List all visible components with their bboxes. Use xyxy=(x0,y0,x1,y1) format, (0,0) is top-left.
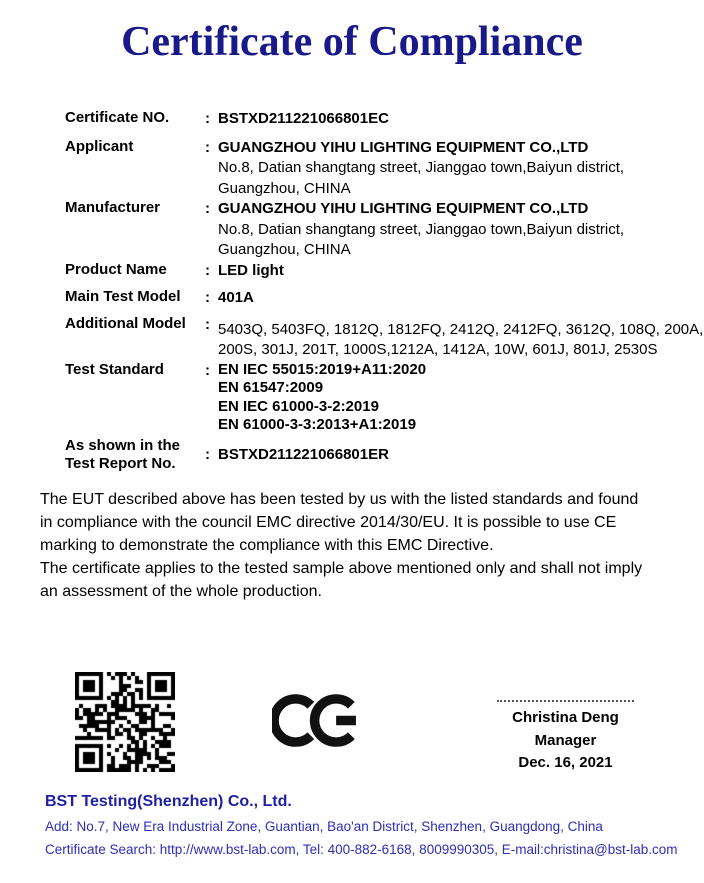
certificate-fields xyxy=(65,109,704,474)
footer-company-name: BST Testing(Shenzhen) Co., Ltd. xyxy=(45,793,292,810)
statement-line: an assessment of the whole production. xyxy=(40,582,322,600)
test-standard-line: EN IEC 61000-3-2:2019 xyxy=(218,397,379,415)
manufacturer-name: GUANGZHOU YIHU LIGHTING EQUIPMENT CO.,LTD xyxy=(218,200,589,218)
field-main-test-model xyxy=(65,288,704,309)
manufacturer-address-line: No.8, Datian shangtang street, Jianggao town,Baiyun district, xyxy=(218,220,625,238)
product-name-value: LED light xyxy=(218,261,284,279)
footer-contact: Certificate Search: http://www.bst-lab.com, Tel: 400-882-6168, 8009990305, E-mail:christina@bst-lab.com xyxy=(45,842,678,857)
field-colon: : xyxy=(205,138,210,156)
applicant-address-line: Guangzhou, CHINA xyxy=(218,179,351,197)
signature-line xyxy=(497,700,634,702)
footer xyxy=(45,793,685,857)
footer-address: Add: No.7, New Era Industrial Zone, Guantian, Bao'an District, Shenzhen, Guangdong, China xyxy=(45,819,603,834)
applicant-name: GUANGZHOU YIHU LIGHTING EQUIPMENT CO.,LTD xyxy=(218,138,589,156)
test-standard-line: EN IEC 55015:2019+A11:2020 xyxy=(218,360,427,378)
signature-date: Dec. 16, 2021 xyxy=(518,754,613,771)
field-label: Test Standard xyxy=(65,360,164,378)
field-colon: : xyxy=(205,261,210,279)
statement-line: in compliance with the council EMC directive 2014/30/EU. It is possible to use CE xyxy=(40,513,617,531)
field-colon: : xyxy=(205,289,210,307)
statement-line: marking to demonstrate the compliance with this EMC Directive. xyxy=(40,536,494,554)
field-colon: : xyxy=(205,361,210,379)
field-colon: : xyxy=(205,200,210,218)
additional-model-line: 200S, 301J, 201T, 1000S,1212A, 1412A, 10W, 601J, 801J, 2530S xyxy=(218,341,658,359)
field-certificate-no xyxy=(65,109,704,130)
field-colon: : xyxy=(205,315,210,333)
field-label: Additional Model xyxy=(65,314,186,332)
field-additional-model xyxy=(65,315,704,361)
field-manufacturer xyxy=(65,199,704,261)
manufacturer-address-line: Guangzhou, CHINA xyxy=(218,241,351,259)
additional-model-line: 5403Q, 5403FQ, 1812Q, 1812FQ, 2412Q, 2412FQ, 3612Q, 108Q, 200A, xyxy=(218,320,704,338)
signer-role: Manager xyxy=(534,731,597,749)
field-label: Applicant xyxy=(65,137,134,155)
statement-line: The certificate applies to the tested sample above mentioned only and shall not imply xyxy=(40,559,643,577)
signer-name: Christina Deng xyxy=(512,709,619,726)
page-title: Certificate of Compliance xyxy=(121,19,583,65)
test-standard-line: EN 61547:2009 xyxy=(218,379,324,397)
test-standard-line: EN 61000-3-3:2013+A1:2019 xyxy=(218,416,417,434)
field-label: As shown in the Test Report No. xyxy=(65,436,181,473)
field-colon: : xyxy=(205,110,210,128)
ce-mark-icon xyxy=(272,686,364,760)
compliance-statement xyxy=(40,488,680,603)
field-label: Certificate NO. xyxy=(65,109,170,127)
main-test-model-value: 401A xyxy=(218,289,254,307)
applicant-address-line: No.8, Datian shangtang street, Jianggao town,Baiyun district, xyxy=(218,159,625,177)
field-product-name xyxy=(65,261,704,282)
field-colon: : xyxy=(205,445,210,463)
field-test-report-no xyxy=(65,437,704,474)
qr-code xyxy=(75,672,175,772)
field-test-standard xyxy=(65,361,704,435)
field-label: Manufacturer xyxy=(65,199,161,217)
field-label: Main Test Model xyxy=(65,288,181,306)
test-report-number: BSTXD211221066801ER xyxy=(218,445,389,463)
field-applicant xyxy=(65,138,704,200)
certificate-number: BSTXD211221066801EC xyxy=(218,110,389,128)
field-label: Product Name xyxy=(65,260,167,278)
signature-block xyxy=(497,700,634,775)
statement-line: The EUT described above has been tested by us with the listed standards and found xyxy=(40,490,639,508)
